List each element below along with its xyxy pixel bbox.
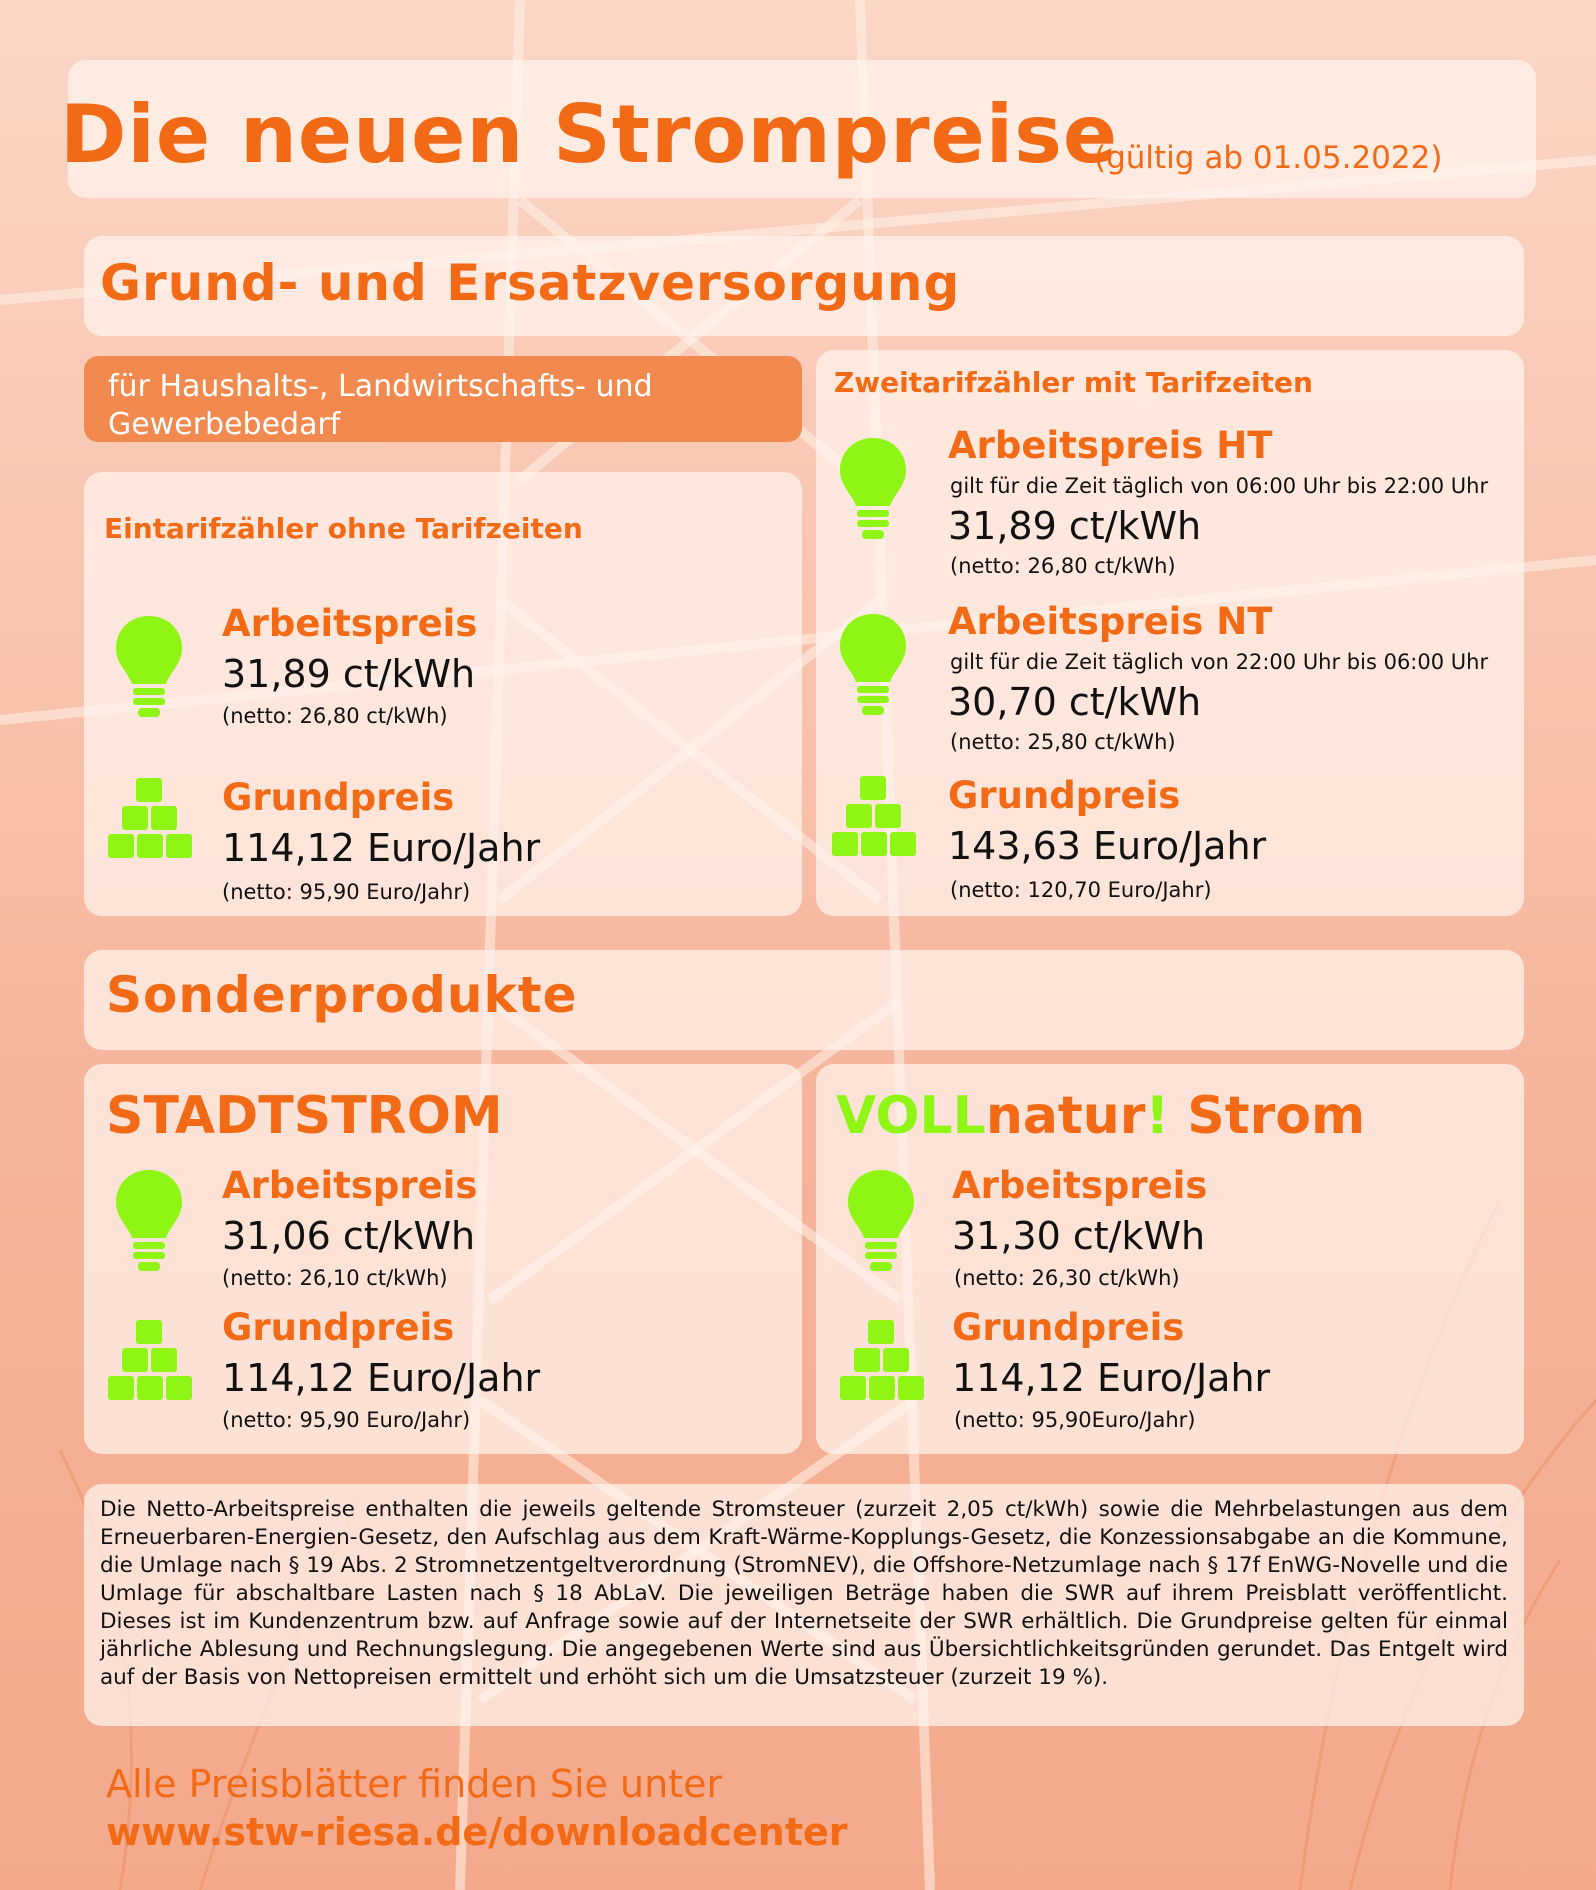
ht-net: (netto: 26,80 ct/kWh) [950, 554, 1176, 578]
audience-banner [84, 356, 802, 442]
stadtstrom-grundpreis-net: (netto: 95,90 Euro/Jahr) [222, 1408, 471, 1432]
bulb-icon [114, 614, 184, 720]
vollnatur-title [836, 1086, 1365, 1146]
blocks-icon [108, 1318, 192, 1402]
blocks-icon [832, 774, 916, 858]
vollnatur-grundpreis-value: 114,12 Euro/Jahr [952, 1356, 1271, 1400]
nt-label: Arbeitspreis NT [948, 600, 1273, 643]
vollnatur-arbeitspreis-label: Arbeitspreis [952, 1164, 1208, 1207]
vollnatur-arbeitspreis-value: 31,30 ct/kWh [952, 1214, 1206, 1258]
dual-grundpreis-label: Grundpreis [948, 774, 1181, 817]
single-arbeitspreis-label: Arbeitspreis [222, 602, 478, 645]
single-tariff-title: Eintarifzähler ohne Tarifzeiten [104, 512, 583, 545]
stadtstrom-arbeitspreis-net: (netto: 26,10 ct/kWh) [222, 1266, 448, 1290]
vollnatur-grundpreis-net: (netto: 95,90Euro/Jahr) [954, 1408, 1196, 1432]
valid-from: (gültig ab 01.05.2022) [1094, 140, 1443, 176]
bulb-icon [846, 1168, 916, 1274]
blocks-icon [840, 1318, 924, 1402]
bulb-icon [838, 436, 908, 542]
vollnatur-title-part4: Strom [1169, 1086, 1366, 1146]
vollnatur-arbeitspreis-net: (netto: 26,30 ct/kWh) [954, 1266, 1180, 1290]
stadtstrom-title: STADTSTROM [106, 1086, 503, 1146]
vollnatur-title-part2: natur [985, 1086, 1146, 1146]
bulb-icon [838, 612, 908, 718]
ht-label: Arbeitspreis HT [948, 424, 1273, 467]
bulb-icon [114, 1168, 184, 1274]
ht-note: gilt für die Zeit täglich von 06:00 Uhr bis 22:00 Uhr [950, 474, 1489, 498]
footer-url[interactable]: www.stw-riesa.de/downloadcenter [106, 1810, 848, 1854]
single-grundpreis-value: 114,12 Euro/Jahr [222, 826, 541, 870]
dual-tariff-title: Zweitarifzähler mit Tarifzeiten [834, 366, 1313, 399]
stadtstrom-arbeitspreis-label: Arbeitspreis [222, 1164, 478, 1207]
sonder-title: Sonderprodukte [106, 966, 578, 1024]
footer-line: Alle Preisblätter finden Sie unter [106, 1762, 723, 1806]
stadtstrom-arbeitspreis-value: 31,06 ct/kWh [222, 1214, 476, 1258]
single-arbeitspreis-value: 31,89 ct/kWh [222, 652, 476, 696]
stadtstrom-grundpreis-value: 114,12 Euro/Jahr [222, 1356, 541, 1400]
single-grundpreis-net: (netto: 95,90 Euro/Jahr) [222, 880, 471, 904]
ht-value: 31,89 ct/kWh [948, 504, 1202, 548]
single-arbeitspreis-net: (netto: 26,80 ct/kWh) [222, 704, 448, 728]
single-grundpreis-label: Grundpreis [222, 776, 455, 819]
dual-grundpreis-value: 143,63 Euro/Jahr [948, 824, 1267, 868]
blocks-icon [108, 776, 192, 860]
audience-text: für Haushalts-, Landwirtschafts- und Gewerbebedarf [108, 369, 653, 442]
page-title: Die neuen Strompreise [60, 88, 1119, 181]
dual-grundpreis-net: (netto: 120,70 Euro/Jahr) [950, 878, 1212, 902]
nt-note: gilt für die Zeit täglich von 22:00 Uhr bis 06:00 Uhr [950, 650, 1489, 674]
vollnatur-title-part1: VOLL [836, 1086, 986, 1146]
stadtstrom-grundpreis-label: Grundpreis [222, 1306, 455, 1349]
legal-text: Die Netto-Arbeitspreise enthalten die jeweils geltende Stromsteuer (zurzeit 2,05 ct/kWh) sowie die Mehrbelastungen aus dem Erneuerbaren-Energien-Gesetz, den Aufschlag aus dem Kraft-Wärme-Kopplungs-Gesetz, die Konzessionsabgabe an die Kommune, die Umlage nach § 19 Abs. 2 Stromnetzentgeltverordnung (StromNEV), die Offshore-Netzumlage nach § 17f EnWG-Novelle und die Umlage für abschaltbare Lasten nach § 18 AbLaV. Die jeweiligen Beträge haben die SWR auf ihrem Preisblatt veröffentlicht. Dieses ist im Kundenzentrum bzw. auf Anfrage sowie auf der Internetseite der SWR erhältlich. Die Grundpreise gelten für einmal jährliche Ablesung und Rechnungslegung. Die angegebenen Werte sind aus Übersichtlichkeitsgründen gerundet. Das Entgelt wird auf der Basis von Nettopreisen ermittelt und erhöht sich um die Umsatzsteuer (zurzeit 19 %). [100, 1497, 1508, 1690]
nt-net: (netto: 25,80 ct/kWh) [950, 730, 1176, 754]
nt-value: 30,70 ct/kWh [948, 680, 1202, 724]
vollnatur-title-part3: ! [1145, 1086, 1170, 1146]
grund-title: Grund- und Ersatzversorgung [100, 254, 961, 312]
vollnatur-grundpreis-label: Grundpreis [952, 1306, 1185, 1349]
